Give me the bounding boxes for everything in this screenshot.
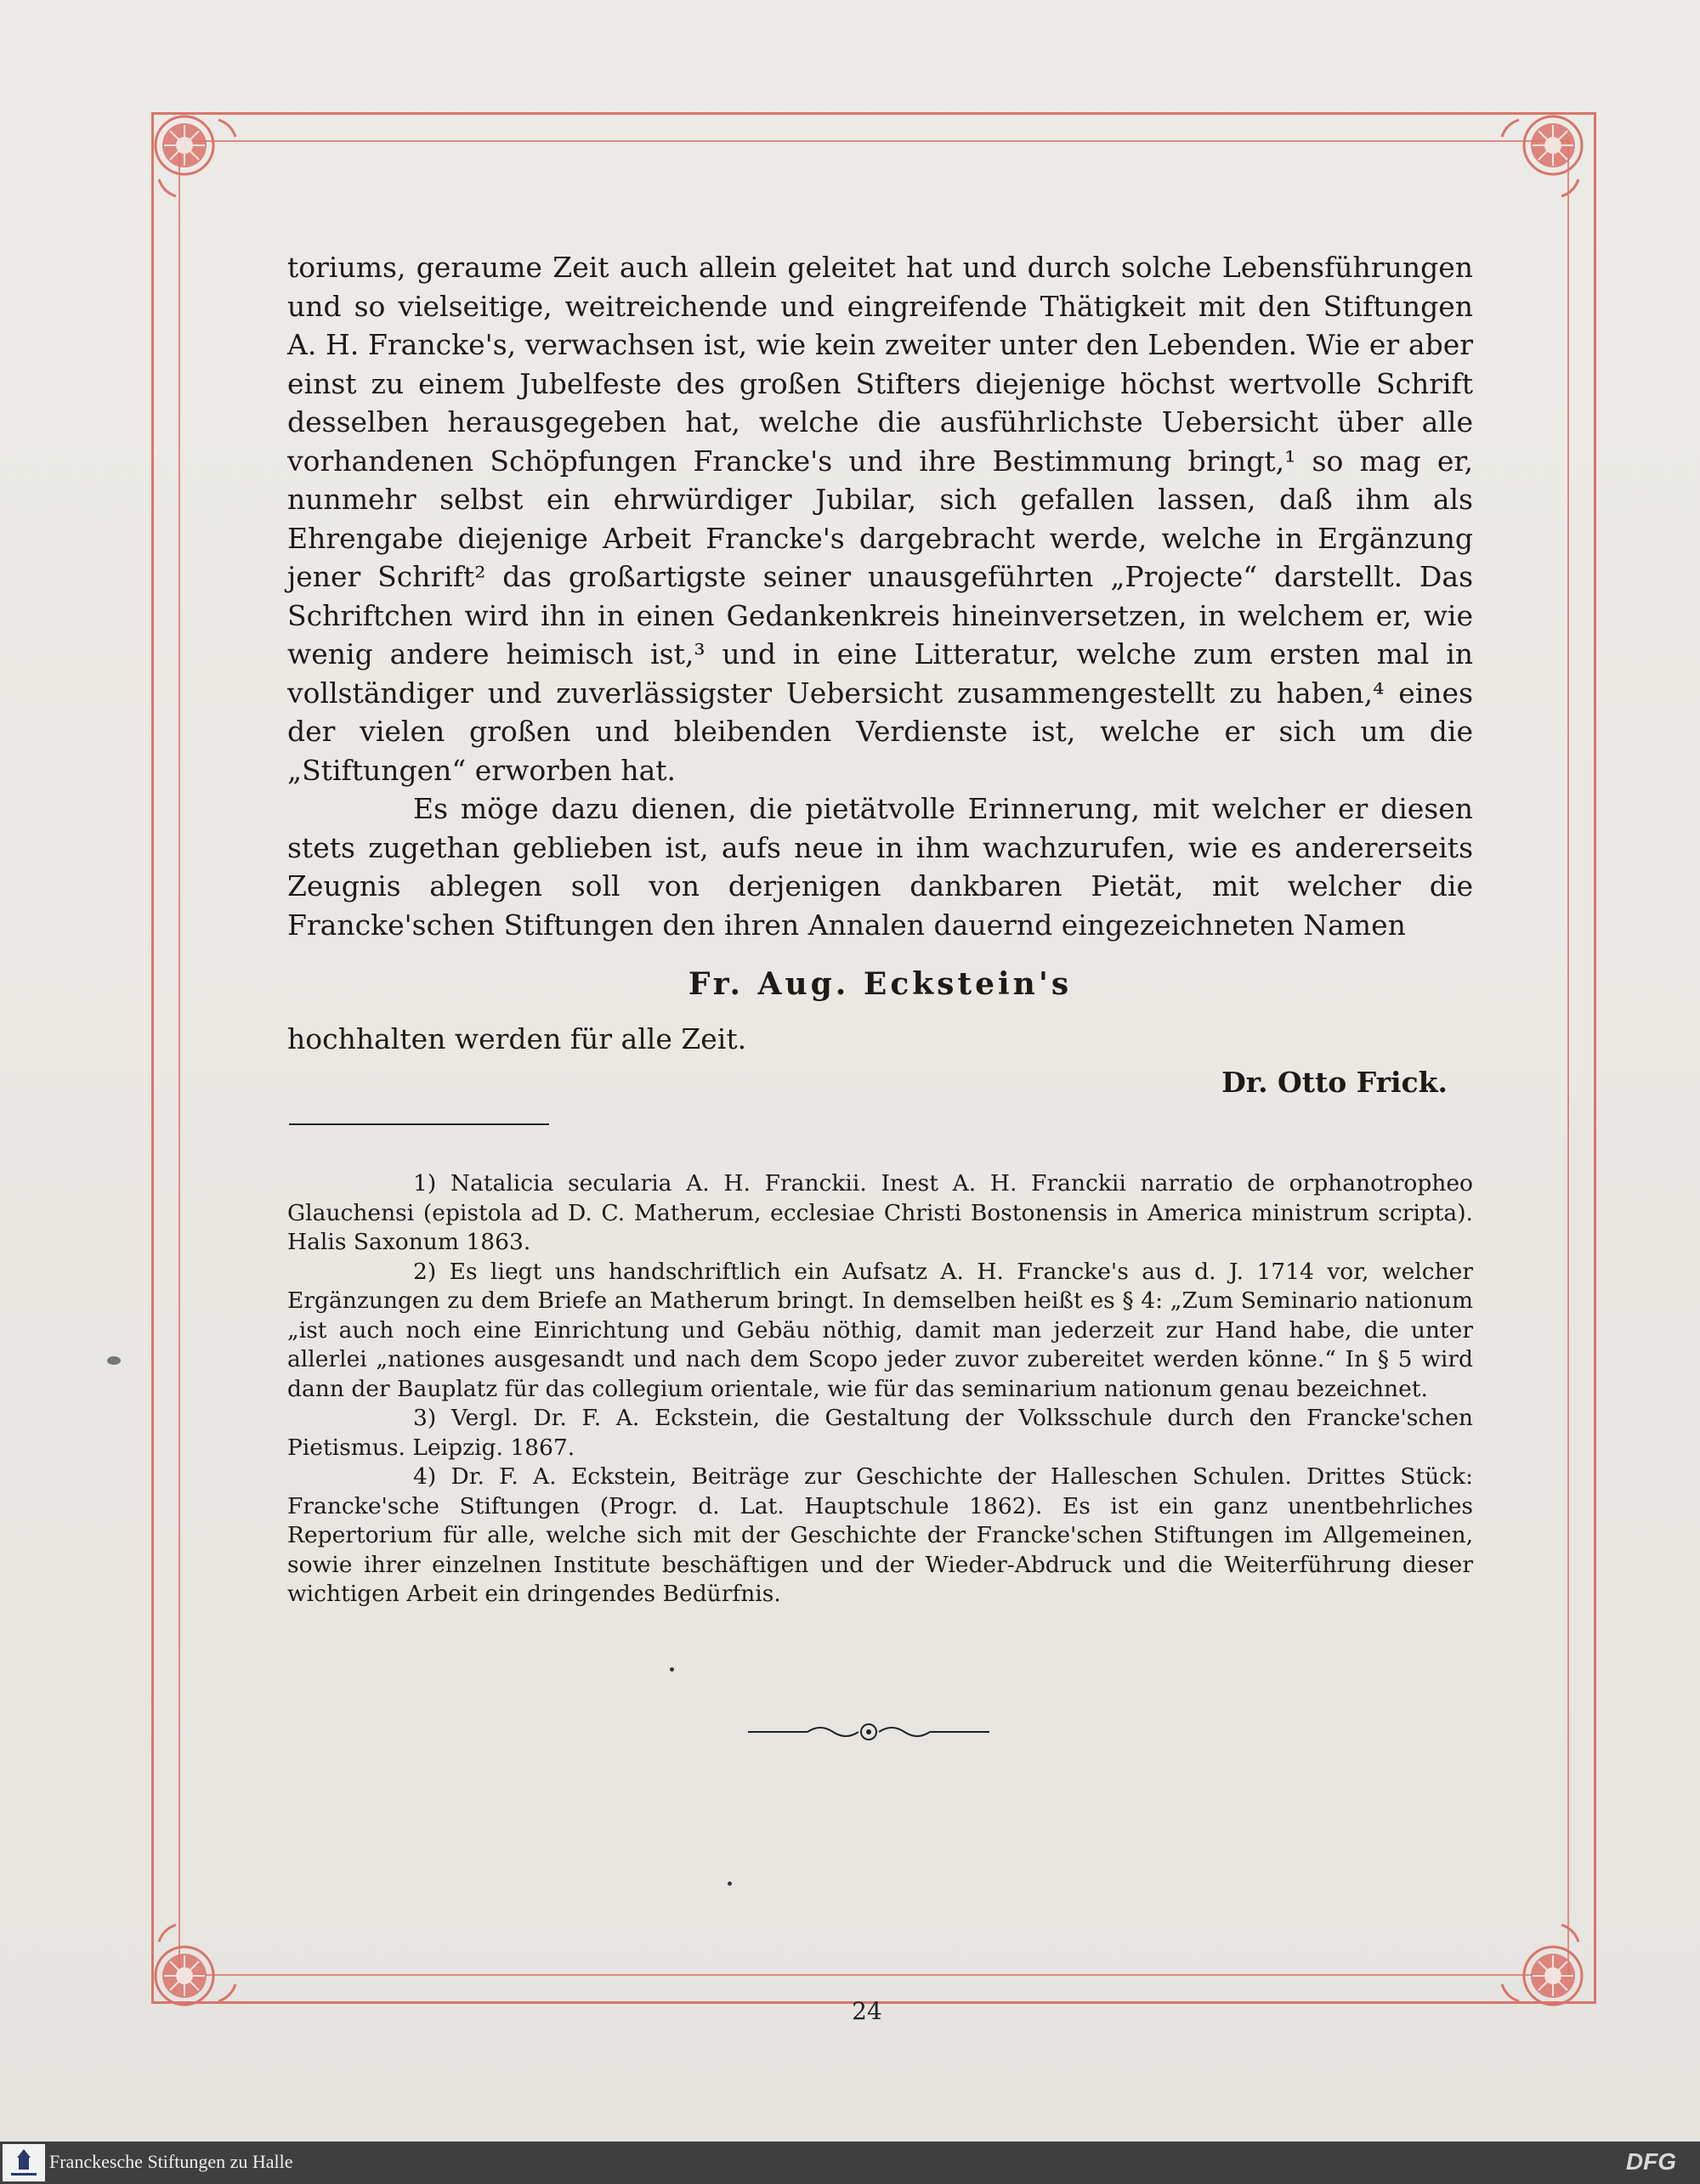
footnote: 2) Es liegt uns handschriftlich ein Aufsatz A. H. Francke's aus d. J. 1714 vor, welcher Ergänzungen zu dem Briefe an Matherum bringt. In demselben heißt es § 4: „Zum Seminario nationum „ist auch noch eine Einrichtung und Gebäu nöthig, damit man jederzeit zur Hand habe, die unter allerlei „nationes ausgesandt und nach dem Scopo jeder zuvor zubereitet werden könne.“ In § 5 wird dann der Bauplatz für das collegium orientale, wie für das seminarium nationum genau bezeichnet. bbox=[287, 1258, 1473, 1402]
corner-rosette-icon bbox=[146, 1921, 240, 2014]
footnote: 4) Dr. F. A. Eckstein, Beiträge zur Geschichte der Halleschen Schulen. Drittes Stück: Francke'sche Stiftungen (Progr. d. Lat. Hauptschule 1862). Es ist ein ganz unentbehrliches Repertorium für alle, welche sich mit der Geschichte der Francke'schen Stiftungen im Allgemeinen, sowie ihrer einzelnen Institute beschäftigen und der Wieder-Abdruck und die Weiterführung dieser wichtigen Arbeit ein dringendes Bedürfnis. bbox=[287, 1463, 1473, 1607]
closing-line: hochhalten werden für alle Zeit. bbox=[287, 1022, 747, 1055]
ink-speck bbox=[670, 1667, 674, 1672]
body-paragraph: toriums, geraume Zeit auch allein geleitet hat und durch solche Lebensführungen und so vielseitige, weitreichende und eingreifende Thätigkeit mit den Stiftungen A. H. Francke's, verwachsen ist, wie kein zweiter unter den Lebenden. Wie er aber einst zu einem Jubelfeste des großen Stifters diejenige höchst wertvolle Schrift desselben herausgegeben hat, welche die ausführlichste Uebersicht über alle vorhandenen Schöpfungen Francke's und ihre Bestimmung bringt,¹ so mag er, nunmehr selbst ein ehrwürdiger Jubilar, sich gefallen lassen, daß ihm als Ehrengabe diejenige Arbeit Francke's dargebracht werde, welche in Ergänzung jener Schrift² das großartigste seiner unausgeführten „Projecte“ darstellt. Das Schriftchen wird ihn in einen Gedankenkreis hineinversetzen, in welchem er, wie wenig andere heimisch ist,³ und in eine Litteratur, welche zum ersten mal in vollständiger und zuverlässigster Uebersicht zusammengestellt zu haben,⁴ eines der vielen großen und bleibenden Verdienste ist, welche er sich um die „Stiftungen“ erworben hat. bbox=[287, 251, 1473, 787]
ink-speck bbox=[107, 1356, 121, 1365]
footnote: 1) Natalicia secularia A. H. Franckii. Inest A. H. Franckii narratio de orphanotropheo Glauchensi (epistola ad D. C. Matherum, ecclesiae Christi Bostonensis in America ministrum scripta). Halis Saxonum 1863. bbox=[287, 1170, 1473, 1255]
footnote-rule bbox=[289, 1123, 549, 1125]
corner-rosette-icon bbox=[1498, 107, 1591, 201]
institution-logo-icon[interactable] bbox=[3, 2144, 45, 2181]
floral-divider-icon bbox=[748, 1720, 989, 1744]
corner-rosette-icon bbox=[146, 107, 240, 201]
ink-speck bbox=[728, 1881, 732, 1886]
honoree-name: Fr. Aug. Eckstein's bbox=[688, 966, 1073, 1002]
page-content bbox=[287, 248, 1473, 1610]
page-number: 24 bbox=[852, 1997, 882, 2025]
dfg-logo[interactable]: DFG bbox=[1625, 2148, 1676, 2175]
corner-rosette-icon bbox=[1498, 1921, 1591, 2014]
footnotes bbox=[287, 1169, 1473, 1610]
footnote: 3) Vergl. Dr. F. A. Eckstein, die Gestaltung der Volksschule durch den Francke'schen Pietismus. Leipzig. 1867. bbox=[287, 1405, 1473, 1461]
signature: Dr. Otto Frick. bbox=[1221, 1066, 1448, 1099]
body-paragraph: Es möge dazu dienen, die pietätvolle Erinnerung, mit welcher er diesen stets zugethan geblieben ist, aufs neue in ihm wachzurufen, wie es andererseits Zeugnis ablegen soll von derjenigen dankbaren Pietät, mit welcher die Francke'schen Stiftungen den ihren Annalen dauernd eingezeichneten Namen bbox=[287, 792, 1473, 942]
institution-name[interactable]: Franckesche Stiftungen zu Halle bbox=[49, 2151, 293, 2172]
